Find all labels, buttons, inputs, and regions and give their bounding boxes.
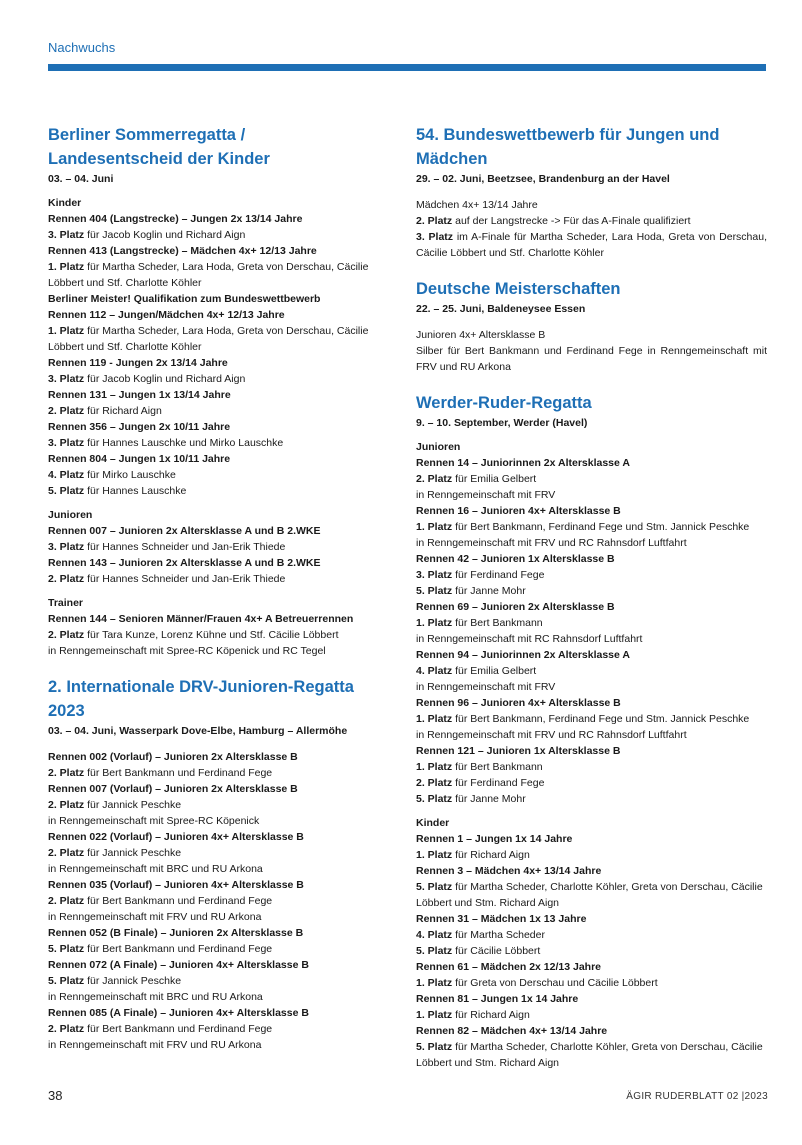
note-line: in Renngemeinschaft mit FRV und RC Rahnsdorf Luftfahrt [416, 537, 687, 549]
place-label: 4. Platz [416, 665, 453, 677]
result-line [48, 323, 384, 355]
race-line: Rennen 143 – Junioren 2x Altersklasse A und B 2.WKE [48, 557, 321, 569]
result-line [48, 571, 384, 587]
note-line: in Renngemeinschaft mit FRV [416, 489, 556, 501]
article-title: Werder-Ruder-Regatta [416, 394, 592, 412]
result-text: für Ferdinand Fege [452, 569, 545, 581]
result-text: für Martha Scheder, Charlotte Köhler, Greta von Derschau, Cäcilie Löbbert und Stm. Richard Aign [416, 1041, 763, 1069]
place-label: 2. Platz [48, 629, 85, 641]
result-text: auf der Langstrecke -> Für das A-Finale qualifiziert [452, 215, 691, 227]
note-line: in Renngemeinschaft mit BRC und RU Arkona [48, 863, 263, 875]
result-line [48, 1021, 384, 1037]
place-label: 2. Platz [48, 895, 85, 907]
result-text: für Hannes Lauschke [84, 485, 187, 497]
result-text: für Bert Bankmann und Ferdinand Fege [84, 895, 273, 907]
result-text: für Bert Bankmann und Ferdinand Fege [84, 943, 273, 955]
category-heading: Junioren [48, 509, 93, 521]
place-label: 3. Platz [48, 229, 85, 241]
category-heading: Trainer [48, 597, 84, 609]
result-text: für Greta von Derschau und Cäcilie Löbbert [452, 977, 658, 989]
race-line: Rennen 42 – Junioren 1x Altersklasse B [416, 553, 615, 565]
race-line: Rennen 81 – Jungen 1x 14 Jahre [416, 993, 579, 1005]
place-label: 3. Platz [416, 569, 453, 581]
article-date: 29. – 02. Juni, Beetzsee, Brandenburg an der Havel [416, 173, 670, 185]
result-line [416, 927, 767, 943]
place-label: 2. Platz [416, 777, 453, 789]
result-text: im A-Finale für Martha Scheder, Lara Hoda, Greta von Derschau, Cäcilie Löbbert und Stf. Charlotte Köhler [416, 231, 767, 259]
place-label: 2. Platz [48, 799, 85, 811]
article-date: 03. – 04. Juni, Wasserpark Dove-Elbe, Hamburg – Allermöhe [48, 725, 348, 737]
race-line: Rennen 112 – Jungen/Mädchen 4x+ 12/13 Jahre [48, 309, 285, 321]
article-title: 2. Internationale DRV-Junioren-Regatta 2023 [48, 678, 354, 720]
result-text: für Richard Aign [84, 405, 162, 417]
left-column [48, 123, 384, 1053]
race-line: Rennen 144 – Senioren Männer/Frauen 4x+ A Betreuerrennen [48, 613, 354, 625]
result-line [416, 567, 767, 583]
race-line: Rennen 035 (Vorlauf) – Junioren 4x+ Altersklasse B [48, 879, 304, 891]
place-label: 1. Platz [48, 261, 85, 273]
result-text: für Bert Bankmann und Ferdinand Fege [84, 767, 273, 779]
result-line: Silber für Bert Bankmann und Ferdinand Fege in Renngemeinschaft mit FRV und RU Arkona [416, 345, 767, 373]
result-line [48, 627, 384, 643]
result-text: für Emilia Gelbert [452, 473, 537, 485]
race-line: Rennen 356 – Jungen 2x 10/11 Jahre [48, 421, 231, 433]
place-label: 5. Platz [48, 943, 85, 955]
result-text: für Janne Mohr [452, 793, 526, 805]
result-line [416, 759, 767, 775]
note-line: in Renngemeinschaft mit FRV [416, 681, 556, 693]
magazine-name: ÄGIR RUDERBLATT 02 |2023 [626, 1091, 768, 1102]
race-line: Rennen 94 – Juniorinnen 2x Altersklasse A [416, 649, 630, 661]
place-label: 1. Platz [416, 761, 453, 773]
race-line: Rennen 002 (Vorlauf) – Junioren 2x Altersklasse B [48, 751, 298, 763]
result-line [416, 775, 767, 791]
race-line: Rennen 007 – Junioren 2x Altersklasse A und B 2.WKE [48, 525, 321, 537]
spacer [416, 187, 767, 197]
race-line: Rennen 007 (Vorlauf) – Junioren 2x Altersklasse B [48, 783, 298, 795]
spacer [416, 261, 767, 277]
result-text: für Bert Bankmann, Ferdinand Fege und Stm. Jannick Peschke [452, 713, 750, 725]
race-line: Rennen 022 (Vorlauf) – Junioren 4x+ Altersklasse B [48, 831, 304, 843]
place-label: 3. Platz [48, 373, 85, 385]
place-label: 5. Platz [48, 485, 85, 497]
result-line [48, 893, 384, 909]
result-text: für Cäcilie Löbbert [452, 945, 541, 957]
result-text: für Bert Bankmann und Ferdinand Fege [84, 1023, 273, 1035]
result-line [416, 471, 767, 487]
result-text: für Richard Aign [452, 1009, 530, 1021]
race-line: Rennen 121 – Junioren 1x Altersklasse B [416, 745, 621, 757]
result-line [48, 371, 384, 387]
place-label: 5. Platz [416, 945, 453, 957]
result-text: für Mirko Lauschke [84, 469, 176, 481]
place-label: 5. Platz [416, 881, 453, 893]
result-line [416, 663, 767, 679]
result-text: für Jannick Peschke [84, 975, 182, 987]
race-line: Rennen 61 – Mädchen 2x 12/13 Jahre [416, 961, 602, 973]
category-heading: Kinder [48, 197, 82, 209]
result-line [416, 583, 767, 599]
article-date: 22. – 25. Juni, Baldeneysee Essen [416, 303, 586, 315]
race-line: Rennen 96 – Junioren 4x+ Altersklasse B [416, 697, 621, 709]
place-label: 1. Platz [416, 713, 453, 725]
result-text: für Martha Scheder, Lara Hoda, Greta von Derschau, Cäcilie Löbbert und Stf. Charlotte Köhler [48, 325, 369, 353]
place-label: 2. Platz [48, 1023, 85, 1035]
right-column [416, 123, 767, 1071]
result-text: für Hannes Schneider und Jan-Erik Thiede [84, 573, 286, 585]
race-line: Rennen 69 – Junioren 2x Altersklasse B [416, 601, 615, 613]
result-line [48, 941, 384, 957]
result-line [416, 615, 767, 631]
result-line [416, 519, 767, 535]
category-line: Junioren 4x+ Altersklasse B [416, 329, 546, 341]
race-line: Rennen 413 (Langstrecke) – Mädchen 4x+ 12/13 Jahre [48, 245, 317, 257]
note-line: in Renngemeinschaft mit Spree-RC Köpenick [48, 815, 260, 827]
article-title: Berliner Sommerregatta / Landesentscheid der Kinder [48, 126, 270, 168]
note-line: in Renngemeinschaft mit Spree-RC Köpenick und RC Tegel [48, 645, 326, 657]
place-label: 2. Platz [48, 405, 85, 417]
result-line [416, 1007, 767, 1023]
header-rule [48, 64, 766, 71]
place-label: 5. Platz [416, 793, 453, 805]
highlight-line: Berliner Meister! Qualifikation zum Bundeswettbewerb [48, 293, 321, 305]
result-text: für Janne Mohr [452, 585, 526, 597]
spacer [416, 375, 767, 391]
result-text: für Ferdinand Fege [452, 777, 545, 789]
place-label: 3. Platz [48, 541, 85, 553]
result-text: für Jacob Koglin und Richard Aign [84, 229, 246, 241]
place-label: 2. Platz [416, 215, 453, 227]
place-label: 1. Platz [416, 521, 453, 533]
page-number: 38 [48, 1088, 63, 1103]
place-label: 3. Platz [48, 437, 85, 449]
note-line: in Renngemeinschaft mit FRV und RU Arkona [48, 911, 262, 923]
note-line: in Renngemeinschaft mit FRV und RC Rahnsdorf Luftfahrt [416, 729, 687, 741]
place-label: 1. Platz [416, 977, 453, 989]
result-line [48, 467, 384, 483]
result-text: für Jacob Koglin und Richard Aign [84, 373, 246, 385]
result-text: für Martha Scheder, Lara Hoda, Greta von Derschau, Cäcilie Löbbert und Stf. Charlotte Köhler [48, 261, 369, 289]
race-line: Rennen 085 (A Finale) – Junioren 4x+ Altersklasse B [48, 1007, 309, 1019]
spacer [416, 317, 767, 327]
note-line: in Renngemeinschaft mit FRV und RU Arkona [48, 1039, 262, 1051]
result-text: für Martha Scheder [452, 929, 545, 941]
race-line: Rennen 119 - Jungen 2x 13/14 Jahre [48, 357, 228, 369]
result-line [416, 711, 767, 727]
article-date: 03. – 04. Juni [48, 173, 114, 185]
place-label: 2. Platz [48, 847, 85, 859]
result-text: für Emilia Gelbert [452, 665, 537, 677]
result-line [416, 879, 767, 911]
result-line [416, 213, 767, 229]
result-line [48, 403, 384, 419]
result-text: für Tara Kunze, Lorenz Kühne und Stf. Cäcilie Löbbert [84, 629, 339, 641]
place-label: 1. Platz [416, 849, 453, 861]
note-line: in Renngemeinschaft mit BRC und RU Arkona [48, 991, 263, 1003]
result-text: für Bert Bankmann [452, 617, 543, 629]
category-heading: Junioren [416, 441, 461, 453]
spacer [48, 739, 384, 749]
category-heading: Kinder [416, 817, 450, 829]
race-line: Rennen 31 – Mädchen 1x 13 Jahre [416, 913, 587, 925]
race-line: Rennen 131 – Jungen 1x 13/14 Jahre [48, 389, 231, 401]
place-label: 3. Platz [416, 231, 454, 243]
place-label: 2. Platz [416, 473, 453, 485]
result-line [48, 797, 384, 813]
result-line [416, 229, 767, 261]
place-label: 5. Platz [48, 975, 85, 987]
place-label: 1. Platz [416, 1009, 453, 1021]
result-text: für Bert Bankmann, Ferdinand Fege und Stm. Jannick Peschke [452, 521, 750, 533]
result-line [416, 943, 767, 959]
place-label: 5. Platz [416, 585, 453, 597]
place-label: 1. Platz [48, 325, 85, 337]
race-line: Rennen 16 – Junioren 4x+ Altersklasse B [416, 505, 621, 517]
spacer [48, 659, 384, 675]
result-line [48, 539, 384, 555]
result-text: für Hannes Lauschke und Mirko Lauschke [84, 437, 284, 449]
place-label: 5. Platz [416, 1041, 453, 1053]
result-line [416, 847, 767, 863]
race-line: Rennen 3 – Mädchen 4x+ 13/14 Jahre [416, 865, 602, 877]
result-text: für Richard Aign [452, 849, 530, 861]
result-line [48, 227, 384, 243]
result-text: für Bert Bankmann [452, 761, 543, 773]
result-line [416, 1039, 767, 1071]
result-line [48, 765, 384, 781]
result-text: für Martha Scheder, Charlotte Köhler, Greta von Derschau, Cäcilie Löbbert und Stm. Richard Aign [416, 881, 763, 909]
note-line: in Renngemeinschaft mit RC Rahnsdorf Luftfahrt [416, 633, 643, 645]
place-label: 4. Platz [48, 469, 85, 481]
race-line: Rennen 804 – Jungen 1x 10/11 Jahre [48, 453, 231, 465]
article-title: Deutsche Meisterschaften [416, 280, 621, 298]
article-date: 9. – 10. September, Werder (Havel) [416, 417, 588, 429]
race-line: Rennen 14 – Juniorinnen 2x Altersklasse A [416, 457, 630, 469]
place-label: 4. Platz [416, 929, 453, 941]
result-text: für Hannes Schneider und Jan-Erik Thiede [84, 541, 286, 553]
place-label: 1. Platz [416, 617, 453, 629]
result-text: für Jannick Peschke [84, 847, 182, 859]
race-line: Rennen 072 (A Finale) – Junioren 4x+ Altersklasse B [48, 959, 309, 971]
result-line [416, 975, 767, 991]
result-line [48, 845, 384, 861]
result-line [48, 973, 384, 989]
race-line: Rennen 404 (Langstrecke) – Jungen 2x 13/14 Jahre [48, 213, 303, 225]
race-line: Rennen 052 (B Finale) – Junioren 2x Altersklasse B [48, 927, 304, 939]
section-label: Nachwuchs [48, 40, 116, 55]
race-line: Rennen 1 – Jungen 1x 14 Jahre [416, 833, 573, 845]
article-title: 54. Bundeswettbewerb für Jungen und Mädchen [416, 126, 720, 168]
result-line [416, 791, 767, 807]
result-text: für Jannick Peschke [84, 799, 182, 811]
place-label: 2. Platz [48, 573, 85, 585]
result-line [48, 259, 384, 291]
result-line [48, 483, 384, 499]
result-line [48, 435, 384, 451]
category-line: Mädchen 4x+ 13/14 Jahre [416, 199, 538, 211]
race-line: Rennen 82 – Mädchen 4x+ 13/14 Jahre [416, 1025, 608, 1037]
place-label: 2. Platz [48, 767, 85, 779]
